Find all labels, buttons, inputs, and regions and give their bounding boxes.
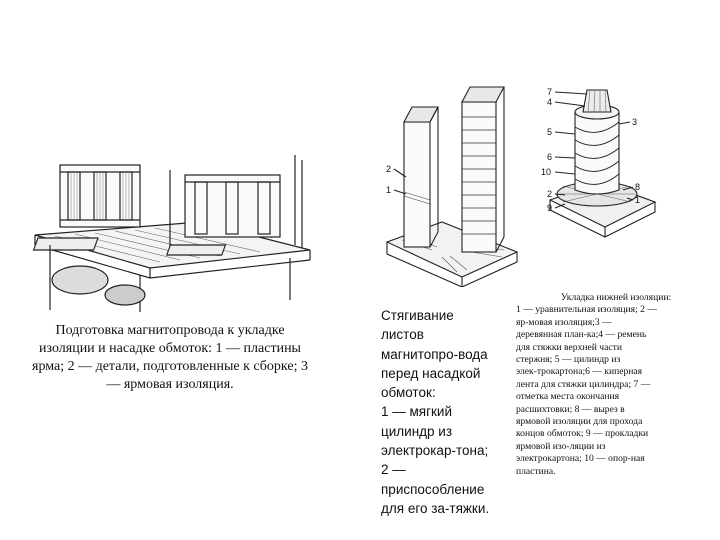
core-tightening-drawing bbox=[382, 82, 522, 287]
callout-label: 9 bbox=[547, 203, 553, 213]
caption-line: для его за-тяжки. bbox=[381, 500, 490, 516]
right-figure-illustration bbox=[535, 82, 665, 242]
caption-line: стержня; 5 — цилиндр из bbox=[516, 354, 621, 366]
right-figure-caption bbox=[516, 292, 716, 478]
caption-line: приспособление bbox=[381, 481, 485, 497]
callout-label: 1 bbox=[386, 185, 392, 195]
callout-label: 8 bbox=[635, 182, 641, 192]
core-assembly-drawing bbox=[30, 150, 315, 315]
caption-line: элек-трокартона;6 — киперная bbox=[516, 366, 643, 378]
caption-line: 1 — уравнительная изоляция; 2 — bbox=[516, 304, 657, 316]
caption-line: яр-мовая изоляция;3 — bbox=[516, 316, 612, 328]
caption-line: листов bbox=[381, 327, 424, 343]
callout-label: 1 bbox=[635, 195, 641, 205]
caption-line: электрокар-тона; bbox=[381, 443, 489, 459]
caption-line: ярмовой изо-ляции из bbox=[516, 440, 606, 452]
caption-line: Укладка нижней изоляции: bbox=[560, 292, 672, 303]
left-figure-illustration bbox=[30, 150, 315, 315]
callout-label: 6 bbox=[547, 152, 553, 162]
lower-insulation-drawing bbox=[535, 82, 665, 242]
left-figure-caption bbox=[0, 322, 340, 394]
caption-line: электрокартона; 10 — опор-ная bbox=[516, 453, 645, 465]
middle-figure-illustration bbox=[382, 82, 522, 287]
callout-label: 10 bbox=[541, 167, 552, 177]
callout-label: 7 bbox=[547, 87, 553, 97]
caption-line: ярмовой изоляции для прохода bbox=[516, 416, 643, 428]
caption-line: концов обмоток; 9 — прокладки bbox=[516, 428, 649, 440]
caption-line: обмоток: bbox=[381, 385, 436, 401]
caption-line: Подготовка магнитопровода к укладке bbox=[55, 323, 285, 338]
callout-label: 2 bbox=[386, 164, 392, 174]
caption-line: магнитопро-вода bbox=[381, 346, 488, 362]
callout-label: 2 bbox=[547, 189, 553, 199]
caption-line: ярма; 2 — детали, подготовленные к сборке; 3 bbox=[32, 359, 308, 374]
caption-line: для стяжки верхней части bbox=[516, 341, 622, 353]
callout-label: 4 bbox=[547, 97, 553, 107]
caption-line: пластина. bbox=[516, 465, 556, 477]
caption-line: Стягивание bbox=[381, 308, 454, 323]
callout-label: 3 bbox=[632, 117, 638, 127]
middle-figure-caption bbox=[381, 306, 506, 518]
caption-line: лента для стяжки цилиндра; 7 — bbox=[516, 378, 651, 390]
caption-line: изоляции и насадке обмоток: 1 — пластины bbox=[39, 341, 301, 356]
caption-line: расшихтовки; 8 — вырез в bbox=[516, 403, 625, 415]
caption-line: — ярмовая изоляция. bbox=[106, 377, 234, 392]
caption-line: деревянная план-ка;4 — ремень bbox=[516, 329, 647, 341]
caption-line: 1 — мягкий bbox=[381, 404, 453, 420]
caption-line: 2 — bbox=[381, 462, 406, 478]
caption-line: перед насадкой bbox=[381, 365, 481, 381]
caption-line: отметка места окончания bbox=[516, 391, 620, 403]
caption-line: цилиндр из bbox=[381, 423, 453, 439]
callout-label: 5 bbox=[547, 127, 553, 137]
